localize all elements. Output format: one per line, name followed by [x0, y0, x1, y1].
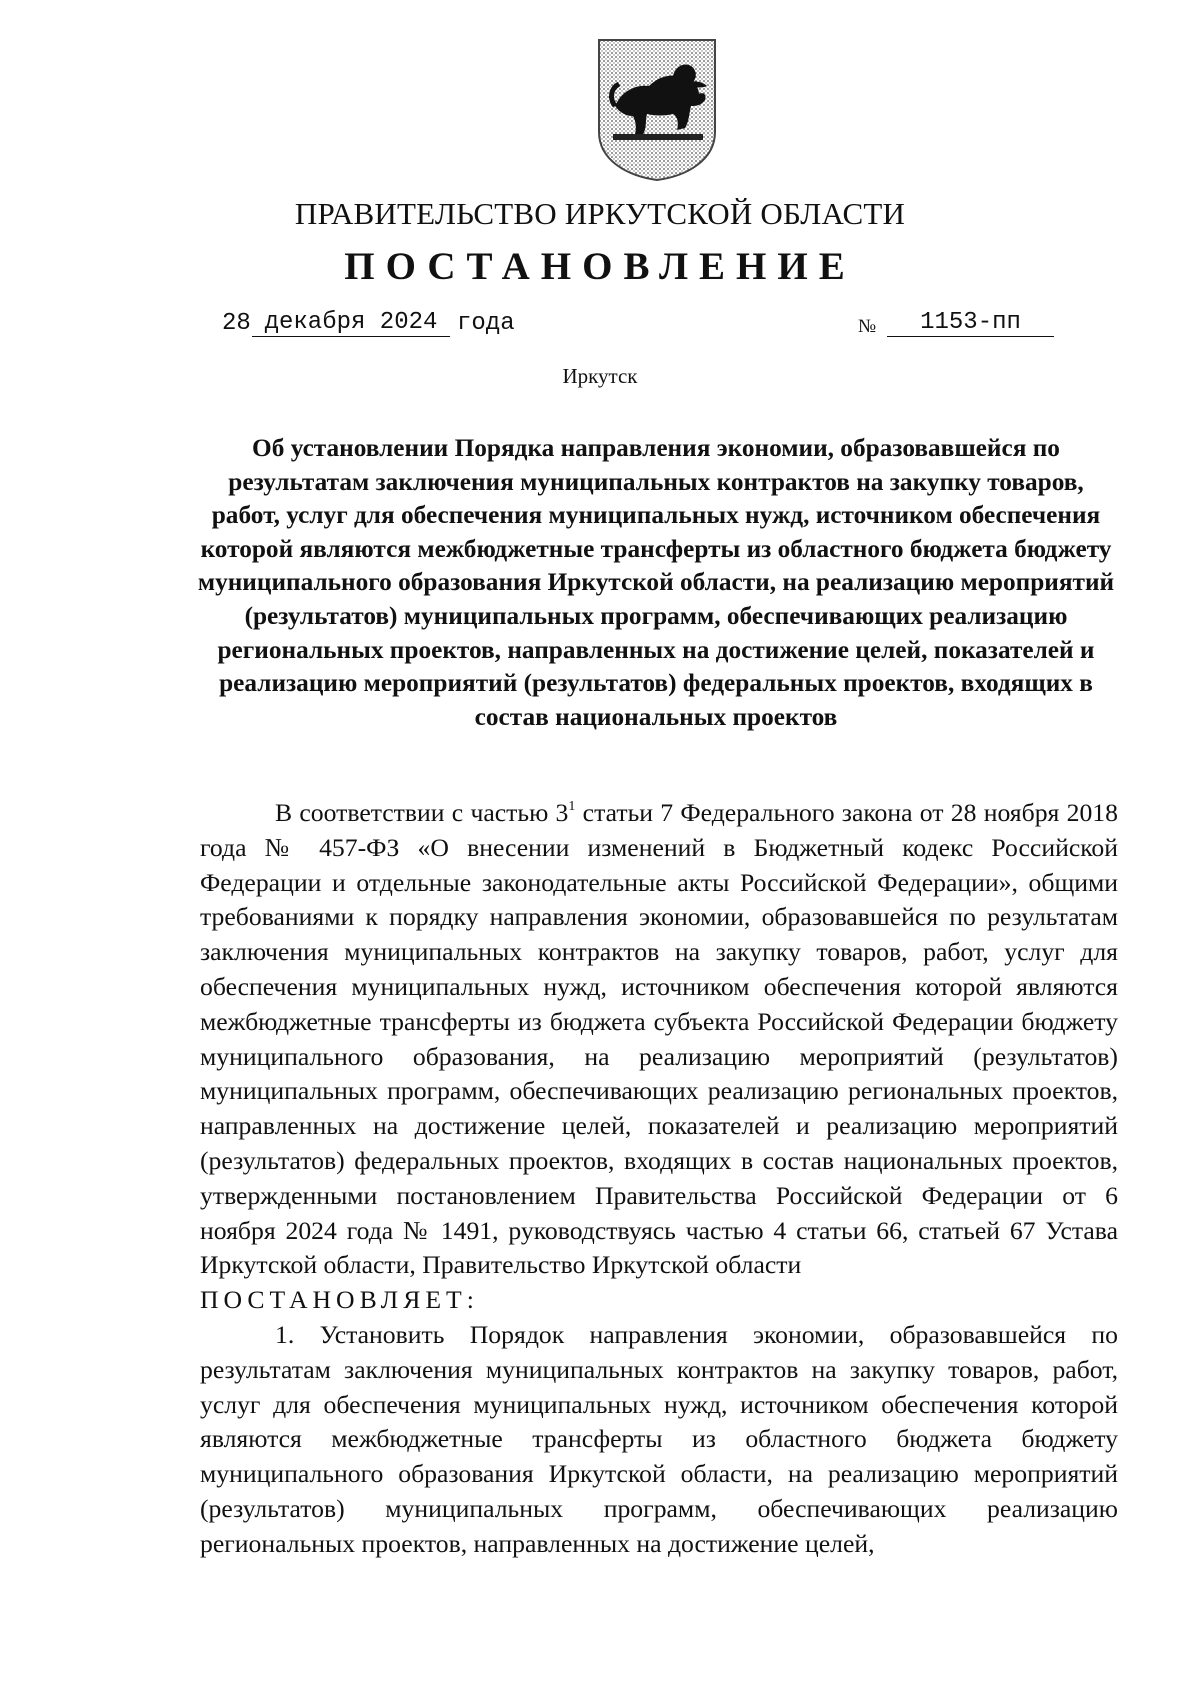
date-day: 28 [222, 310, 251, 337]
preamble-rest: статьи 7 Федерального закона от 28 ноября 2018 года № 457-ФЗ «О внесении изменений в Бюджетный кодекс Российской Федерации и отдельные законодательные акты Российской Федерации», общими требованиями к порядку направления экономии, образовавшейся по результатам заключения муниципальных контрактов на закупку товаров, работ, услуг для обеспечения муниципальных нужд, источником обеспечения которой являются межбюджетные трансферты из бюджета субъекта Российской Федерации бюджету муниципального образования, на реализацию мероприятий (результатов) муниципальных программ, обеспечивающих реализацию региональных проектов, направленных на достижение целей, показателей и реализацию мероприятий (результатов) федеральных проектов, входящих в состав национальных проектов, утвержденными постановлением Правительства Российской Федерации от 6 ноября 2024 года № 1491, руководствуясь частью 4 статьи 66, статьей 67 Устава Иркутской области, Правительство Иркутской области [200, 798, 1118, 1280]
coat-of-arms-emblem [595, 36, 719, 182]
decree-word: ПОСТАНОВЛЯЕТ: [200, 1285, 479, 1315]
preamble-paragraph [200, 796, 1118, 1283]
preamble-start: В соответствии с частью 3 [275, 798, 569, 827]
organization-name: ПРАВИТЕЛЬСТВО ИРКУТСКОЙ ОБЛАСТИ [294, 196, 906, 231]
document-type-heading: ПОСТАНОВЛЕНИЕ [344, 245, 856, 288]
document-body [200, 796, 1118, 1562]
item-1-paragraph: 1. Установить Порядок направления экономии, образовавшейся по результатам заключения муниципальных контрактов на закупку товаров, работ, услуг для обеспечения муниципальных нужд, источником обеспечения которой являются межбюджетные трансферты из областного бюджета бюджету муниципального образования Иркутской области, на реализацию мероприятий (результатов) муниципальных программ, обеспечивающих реализацию региональных проектов, направленных на достижение целей, [200, 1319, 1118, 1558]
date-number-row [222, 310, 1054, 346]
date-month-year: декабря 2024 [252, 310, 450, 337]
preamble-superscript: 1 [568, 799, 576, 814]
date-suffix: года [457, 310, 515, 337]
city-name: Иркутск [562, 364, 638, 388]
document-number: 1153-пп [887, 310, 1054, 337]
document-title: Об установлении Порядка направления экономии, образовавшейся по результатам заключения муниципальных контрактов на закупку товаров, работ, услуг для обеспечения муниципальных нужд, источником обеспечения которой являются межбюджетные трансферты из областного бюджета бюджету муниципального образования Иркутской области, на реализацию мероприятий (результатов) муниципальных программ, обеспечивающих реализацию региональных проектов, направленных на достижение целей, показателей и реализацию мероприятий (результатов) федеральных проектов, входящих в состав национальных проектов [197, 434, 1115, 731]
number-sign: № [858, 316, 877, 337]
